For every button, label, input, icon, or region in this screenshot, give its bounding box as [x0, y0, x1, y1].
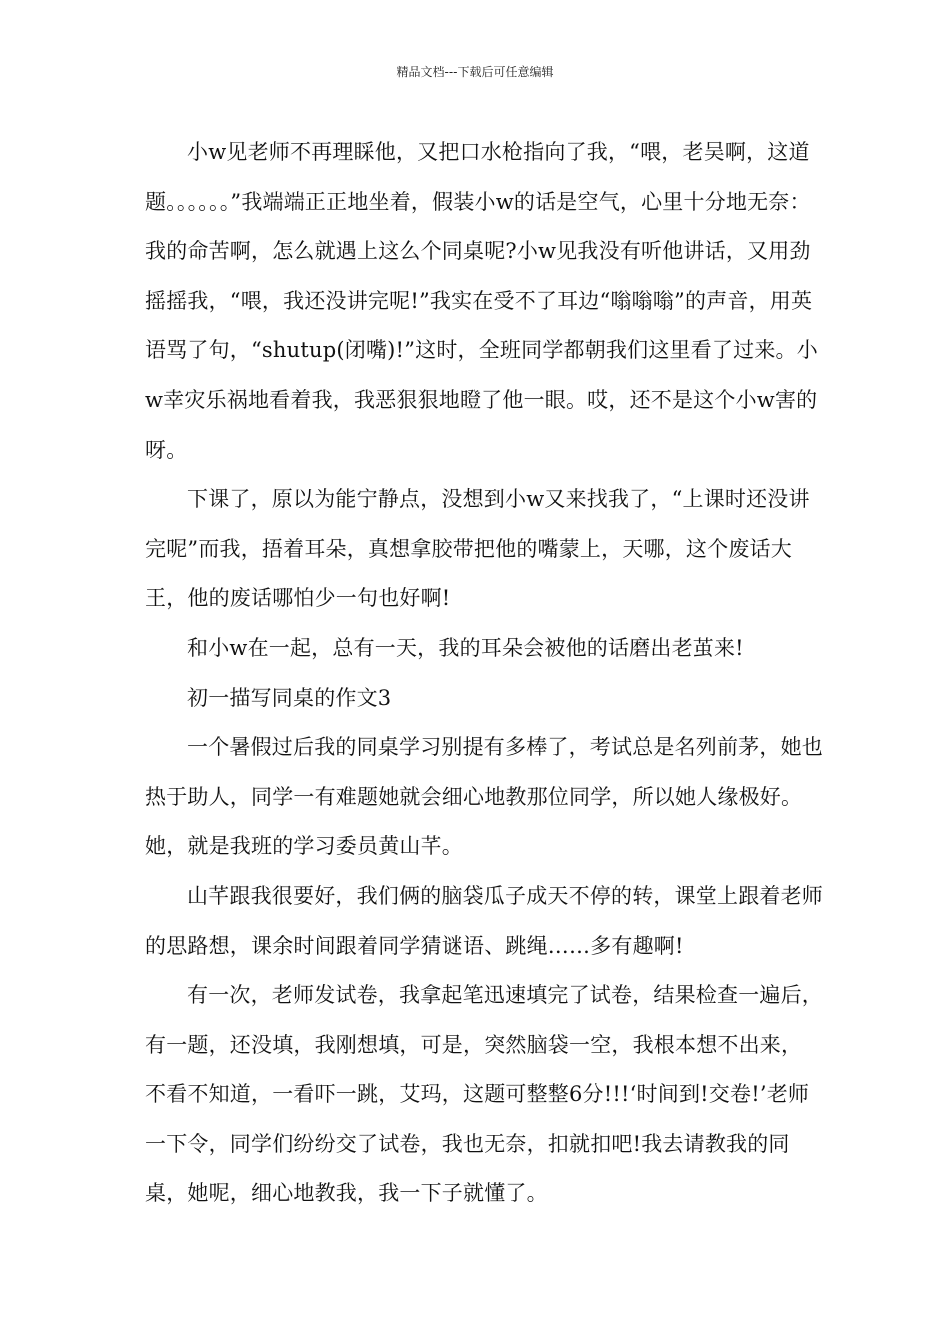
document-body — [145, 128, 823, 1219]
paragraph-3: 和小w在一起，总有一天，我的耳朵会被他的话磨出老茧来! — [187, 635, 744, 660]
paragraph-5: 山芊跟我很要好，我们俩的脑袋瓜子成天不停的转，课堂上跟着老师的思路想，课余时间跟着同学猜谜语、跳绳……多有趣啊! — [145, 883, 823, 958]
paragraph-4: 一个暑假过后我的同桌学习别提有多棒了，考试总是名列前茅，她也热于助人，同学一有难题她就会细心地教那位同学，所以她人缘极好。她，就是我班的学习委员黄山芊。 — [145, 735, 823, 859]
page-header: 精品文档---下载后可任意编辑 — [396, 65, 554, 79]
section-heading: 初一描写同桌的作文3 — [187, 685, 392, 710]
paragraph-1: 小w见老师不再理睬他，又把口水枪指向了我，“喂，老吴啊，这道题。。。。。。”我端端正正地坐着，假装小w的话是空气，心里十分地无奈：我的命苦啊，怎么就遇上这么个同桌呢?小w见我没有听他讲话，又用劲摇摇我，“喂，我还没讲完呢!”我实在受不了耳边“嗡嗡嗡”的声音，用英语骂了句，“shutup(闭嘴)!”这时，全班同学都朝我们这里看了过来。小w幸灾乐祸地看着我，我恶狠狠地瞪了他一眼。哎，还不是这个小w害的呀。 — [145, 140, 818, 462]
paragraph-2: 下课了，原以为能宁静点，没想到小w又来找我了，“上课时还没讲完呢”而我，捂着耳朵，真想拿胶带把他的嘴蒙上，天哪，这个废话大王，他的废话哪怕少一句也好啊! — [145, 487, 810, 611]
paragraph-6: 有一次，老师发试卷，我拿起笔迅速填完了试卷，结果检查一遍后，有一题，还没填，我刚想填，可是，突然脑袋一空，我根本想不出来，不看不知道，一看吓一跳，艾玛，这题可整整6分!!!‘时间到!交卷!’老师一下令，同学们纷纷交了试卷，我也无奈，扣就扣吧!我去请教我的同桌，她呢，细心地教我，我一下子就懂了。 — [145, 983, 823, 1206]
